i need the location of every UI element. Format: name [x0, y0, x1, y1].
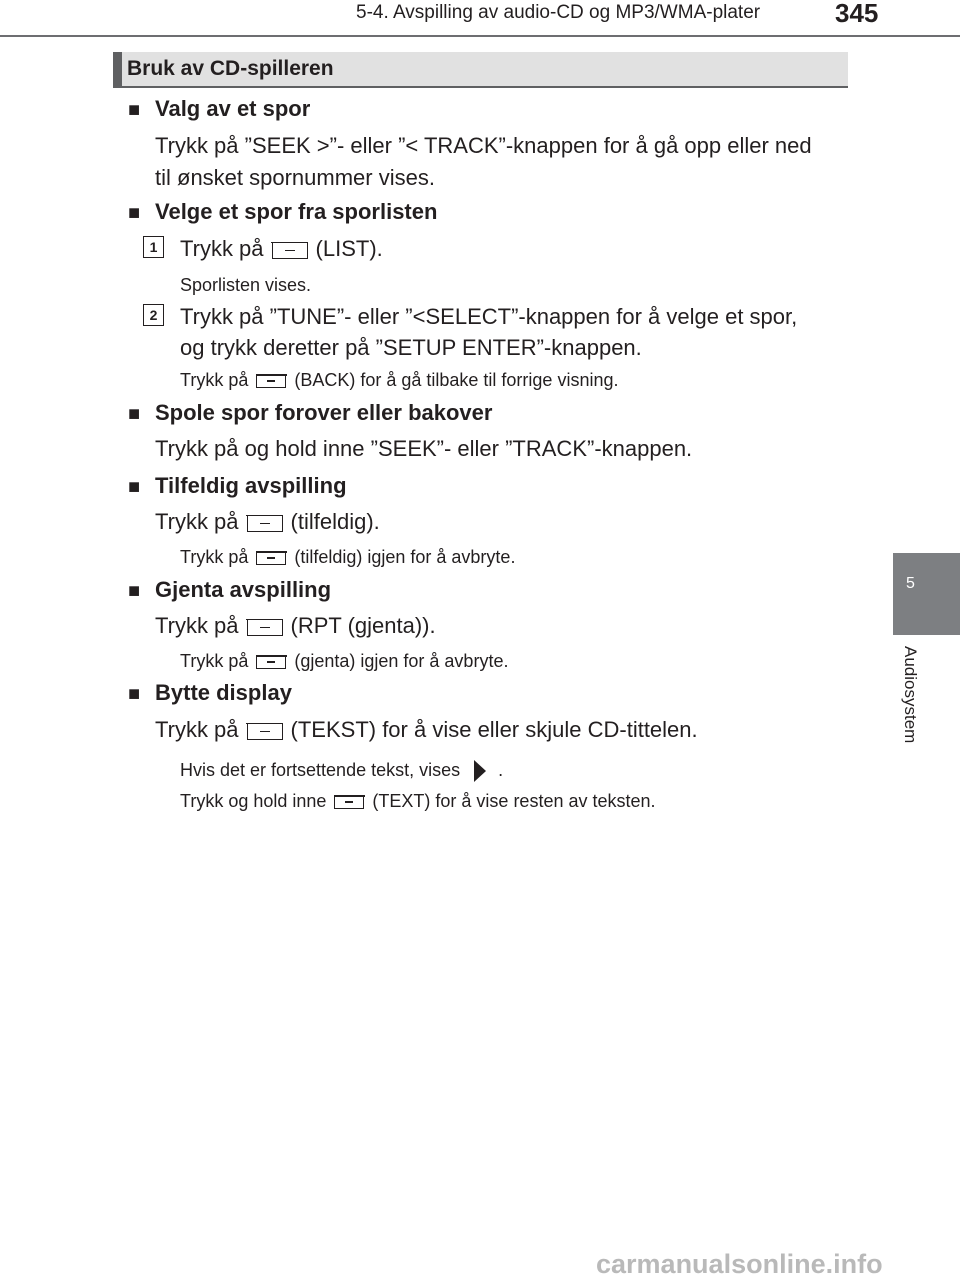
- body-text: Trykk på og hold inne ”SEEK”- eller ”TRACK”-knappen.: [155, 436, 693, 461]
- body-text: [155, 506, 380, 538]
- step-text: Trykk på ”TUNE”- eller ”<SELECT”-knappen for å velge et spor,: [180, 304, 798, 329]
- back-key-icon: [256, 374, 286, 388]
- repeat-key-icon: [247, 619, 283, 636]
- note-text: [180, 547, 515, 568]
- subheading-random-play: ■ Tilfeldig avspilling: [128, 473, 347, 499]
- subheading-fast-forward: ■ Spole spor forover eller bakover: [128, 400, 492, 426]
- subheading-track-selection: ■ Valg av et spor: [128, 96, 310, 122]
- note-text: [180, 370, 618, 391]
- section-title: Bruk av CD-spilleren: [127, 57, 334, 80]
- step-text: [180, 233, 383, 265]
- random-key-icon: [247, 515, 283, 532]
- body-pre: Trykk på: [155, 717, 239, 742]
- step-text: og trykk deretter på ”SETUP ENTER”-knappen.: [180, 335, 642, 360]
- note-pre: Trykk på: [180, 547, 249, 567]
- header-rule: [0, 35, 960, 37]
- chapter-header-title: 5-4. Avspilling av audio-CD og MP3/WMA-plater: [356, 2, 761, 23]
- chapter-side-tab: [893, 553, 960, 635]
- note-text: [180, 651, 508, 672]
- subheading-track-list: ■ Velge et spor fra sporlisten: [128, 199, 437, 225]
- body-text: [155, 714, 698, 746]
- note-post: (gjenta) igjen for å avbryte.: [294, 651, 509, 671]
- step-number-box: 2: [143, 304, 164, 326]
- note-post: (BACK) for å gå tilbake til forrige visning.: [294, 370, 619, 390]
- note-post: .: [498, 760, 504, 780]
- subheading-change-display: ■ Bytte display: [128, 680, 292, 706]
- note-pre: Trykk på: [180, 370, 249, 390]
- step-text-post: (LIST).: [315, 236, 383, 261]
- note-pre: Trykk på: [180, 651, 249, 671]
- note-pre: Trykk og hold inne: [180, 791, 327, 811]
- body-text: Trykk på ”SEEK >”- eller ”< TRACK”-knappen for å gå opp eller ned: [155, 133, 812, 158]
- continue-arrow-icon: [474, 760, 486, 782]
- list-key-icon: [272, 242, 308, 259]
- body-pre: Trykk på: [155, 613, 239, 638]
- step-text-pre: Trykk på: [180, 236, 264, 261]
- note-text: [180, 760, 503, 782]
- body-text: [155, 610, 436, 642]
- step-number-box: 1: [143, 236, 164, 258]
- body-text: til ønsket spornummer vises.: [155, 165, 435, 190]
- body-pre: Trykk på: [155, 509, 239, 534]
- note-text: [180, 791, 656, 812]
- text-key-icon: [247, 723, 283, 740]
- subheading-repeat-play: ■ Gjenta avspilling: [128, 577, 331, 603]
- note-post: (tilfeldig) igjen for å avbryte.: [294, 547, 516, 567]
- page-number: 345: [835, 0, 879, 28]
- repeat-key-icon: [256, 655, 286, 669]
- chapter-label: Audiosystem: [901, 646, 920, 744]
- random-key-icon: [256, 551, 286, 565]
- note-pre: Hvis det er fortsettende tekst, vises: [180, 760, 461, 780]
- step-note: Sporlisten vises.: [180, 275, 312, 295]
- body-post: (tilfeldig).: [290, 509, 380, 534]
- body-post: (RPT (gjenta)).: [290, 613, 436, 638]
- body-post: (TEKST) for å vise eller skjule CD-tittelen.: [290, 717, 698, 742]
- watermark: carmanualsonline.info: [596, 1249, 883, 1279]
- note-post: (TEXT) for å vise resten av teksten.: [372, 791, 656, 811]
- chapter-number: 5: [906, 575, 915, 592]
- text-key-icon: [334, 795, 364, 809]
